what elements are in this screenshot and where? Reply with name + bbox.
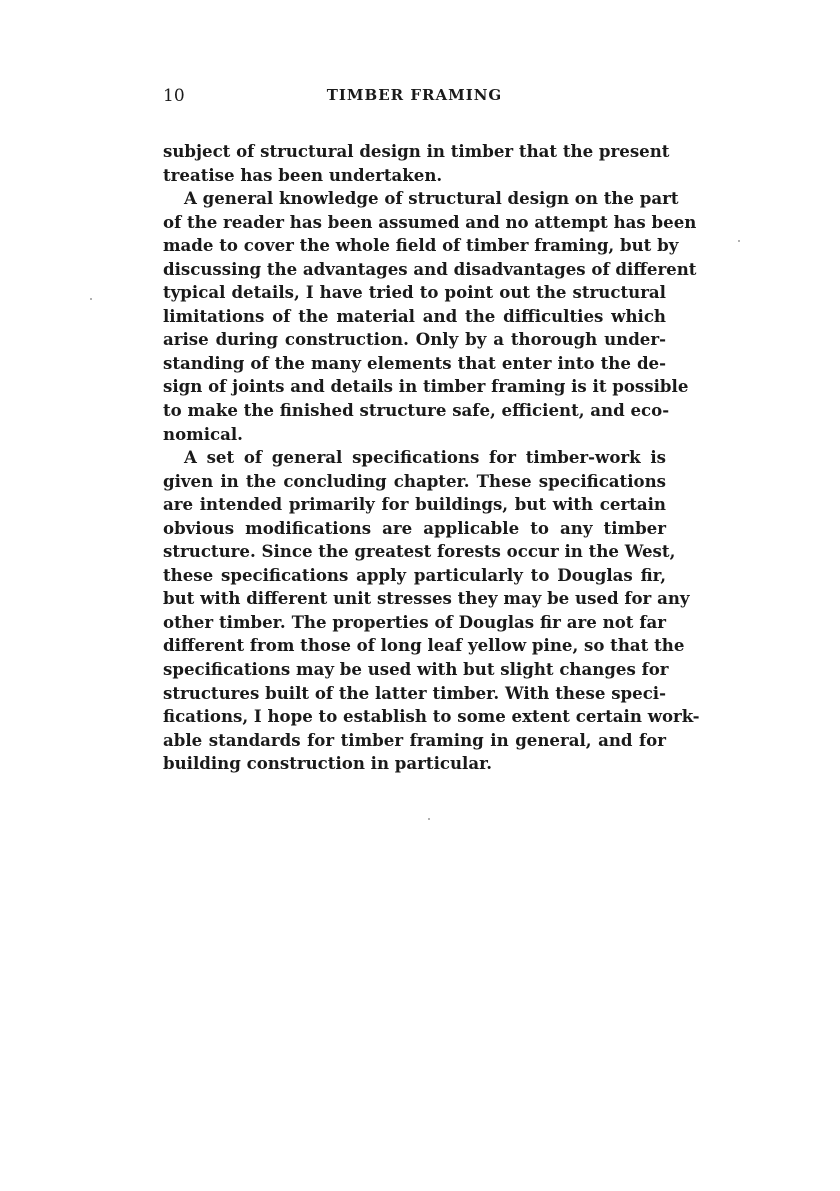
text-line: arise during construction. Only by a thorough under- [163, 329, 666, 350]
text-line: standing of the many elements that enter into the de- [163, 352, 666, 373]
scan-speck [90, 298, 92, 300]
text-line: given in the concluding chapter. These specifications [163, 470, 666, 491]
text-line: these specifications apply particularly to Douglas fir, [163, 564, 666, 585]
text-line: subject of structural design in timber that the present [163, 141, 670, 161]
running-header [163, 86, 666, 110]
text-line: A general knowledge of structural design on the part [184, 188, 679, 209]
page-number: 10 [163, 86, 185, 106]
scan-speck [738, 240, 740, 242]
text-line: fications, I hope to establish to some extent certain work- [163, 706, 700, 727]
running-title: TIMBER FRAMING [326, 86, 503, 104]
text-line: structures built of the latter timber. With these speci- [163, 682, 666, 703]
text-line: A set of general specifications for timber-work is [184, 447, 666, 468]
body-text [163, 140, 700, 776]
text-line: different from those of long leaf yellow pine, so that the [163, 635, 685, 656]
text-line: specifications may be used with but slight changes for [163, 659, 669, 680]
text-line: nomical. [163, 423, 243, 444]
text-line: made to cover the whole field of timber framing, but by [163, 235, 679, 256]
text-line: but with different unit stresses they may be used for any [163, 588, 690, 609]
text-line: of the reader has been assumed and no attempt has been [163, 211, 697, 232]
text-line: sign of joints and details in timber framing is it possible [163, 376, 689, 397]
text-line: building construction in particular. [163, 753, 493, 774]
text-line: able standards for timber framing in general, and for [163, 729, 666, 750]
text-line: are intended primarily for buildings, but with certain [163, 494, 666, 515]
text-line: limitations of the material and the difficulties which [163, 305, 666, 326]
text-line: to make the finished structure safe, efficient, and eco- [163, 400, 670, 421]
text-line: typical details, I have tried to point out the structural [163, 282, 666, 303]
text-line: obvious modifications are applicable to any timber [163, 517, 666, 538]
scan-speck [428, 818, 430, 820]
text-line: other timber. The properties of Douglas fir are not far [163, 611, 666, 632]
text-line: discussing the advantages and disadvantages of different [163, 258, 697, 279]
text-line: structure. Since the greatest forests occur in the West, [163, 541, 676, 562]
text-line: treatise has been undertaken. [163, 164, 443, 185]
